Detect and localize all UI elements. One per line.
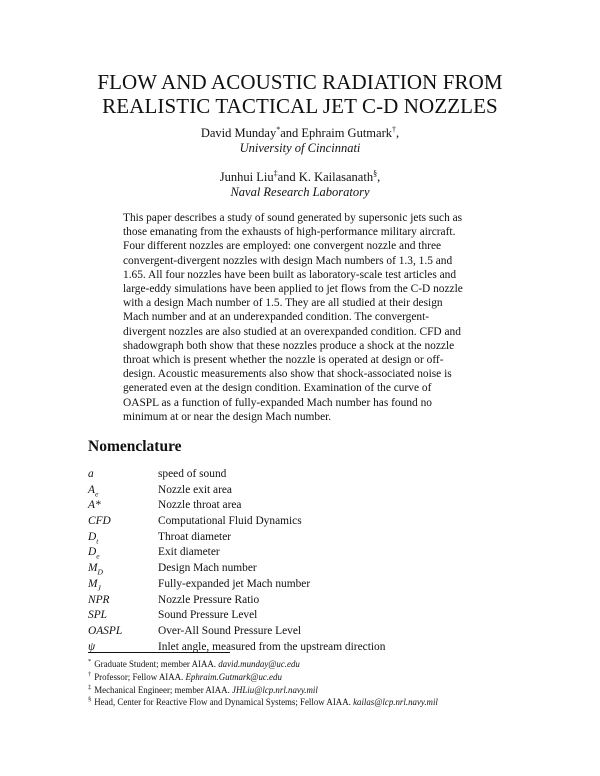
footnote-mark: ‡ xyxy=(88,683,92,691)
abstract-line: shadowgraph both show that these nozzles produce a shock at the nozzle xyxy=(123,339,455,352)
nomenclature-row xyxy=(88,499,508,515)
author-names: Junhui Liu‡and K. Kailasanath§, xyxy=(219,168,381,184)
nomenclature-list xyxy=(88,468,508,656)
symbol-subscript: J xyxy=(97,583,101,593)
abstract-line: design. Acoustic measurements also show that shock-associated noise is xyxy=(123,368,452,381)
nomenclature-definition: Sound Pressure Level xyxy=(158,609,258,622)
footnote xyxy=(88,658,528,671)
nomenclature-definition: Fully-expanded jet Mach number xyxy=(158,577,311,590)
author-conjunction: and xyxy=(277,170,296,184)
footnote xyxy=(88,696,528,709)
nomenclature-symbol xyxy=(88,562,103,577)
nomenclature-row xyxy=(88,515,508,531)
author-affiliation: Naval Research Laboratory xyxy=(230,185,370,199)
paper-title xyxy=(0,70,600,118)
nomenclature-symbol xyxy=(88,484,98,496)
nomenclature-symbol xyxy=(88,625,122,637)
abstract-line: Mach number and at an underexpanded condition. The convergent- xyxy=(123,311,430,324)
abstract-line: 1.65. All four nozzles have been built as laboratory-scale test articles and xyxy=(123,268,457,281)
symbol-subscript: e xyxy=(96,551,100,561)
symbol-base: M xyxy=(88,577,98,590)
symbol-base: OASPL xyxy=(88,624,123,637)
footnotes xyxy=(88,658,528,709)
footnote-email: Ephraim.Gutmark@uc.edu xyxy=(185,671,282,682)
nomenclature-definition: Nozzle throat area xyxy=(158,499,242,512)
author-name: Junhui Liu xyxy=(219,170,274,184)
symbol-base: D xyxy=(88,530,97,543)
nomenclature-row xyxy=(88,546,508,562)
symbol-base: M xyxy=(88,562,98,575)
symbol-base: CFD xyxy=(88,515,111,528)
title-line: FLOW AND ACOUSTIC RADIATION FROM xyxy=(97,70,503,94)
abstract xyxy=(123,211,483,424)
footnote-email: david.munday@uc.edu xyxy=(218,659,300,669)
nomenclature-heading: Nomenclature xyxy=(88,438,182,455)
symbol-base: ψ xyxy=(88,640,96,653)
nomenclature-symbol xyxy=(88,546,100,561)
footnote-mark: † xyxy=(88,670,92,678)
footnote xyxy=(88,671,528,684)
symbol-base: D xyxy=(88,546,97,559)
nomenclature-definition: Computational Fluid Dynamics xyxy=(158,515,302,528)
nomenclature-definition: Over-All Sound Pressure Level xyxy=(158,624,302,637)
symbol-base: A xyxy=(88,483,95,496)
abstract-line: minimum at or near the design Mach number. xyxy=(123,410,332,423)
nomenclature-definition: Nozzle Pressure Ratio xyxy=(158,593,260,606)
nomenclature-row xyxy=(88,468,508,484)
nomenclature-row xyxy=(88,641,508,657)
nomenclature-row xyxy=(88,609,508,625)
nomenclature-definition: speed of sound xyxy=(158,468,227,480)
author-name: David Munday xyxy=(200,126,277,140)
nomenclature-symbol xyxy=(88,499,101,511)
author-block-cincinnati xyxy=(0,126,600,156)
title-line: REALISTIC TACTICAL JET C-D NOZZLES xyxy=(102,94,498,118)
nomenclature-row xyxy=(88,484,508,500)
footnote-text: Mechanical Engineer; member AIAA. xyxy=(94,684,233,695)
nomenclature-row xyxy=(88,562,508,578)
abstract-line: throat which is present whether the nozzle is operated at design or off- xyxy=(123,354,444,367)
footnote-mark: * xyxy=(88,658,92,666)
abstract-line: This paper describes a study of sound generated by supersonic jets such as xyxy=(123,212,463,224)
abstract-line: Four different nozzles are employed: one convergent nozzle and three xyxy=(123,240,442,253)
nomenclature-symbol xyxy=(88,577,101,593)
abstract-line: large-eddy simulations have been applied to jet flows from the C-D nozzle xyxy=(123,283,463,296)
author-block-nrl xyxy=(0,170,600,200)
symbol-base: A* xyxy=(88,499,101,512)
author-affiliation: University of Cincinnati xyxy=(239,141,361,155)
nomenclature-symbol xyxy=(88,641,95,653)
nomenclature-definition: Inlet angle, measured from the upstream direction xyxy=(158,640,386,653)
nomenclature-row xyxy=(88,594,508,610)
author-names: David Munday*and Ephraim Gutmark†, xyxy=(200,124,400,140)
author-conjunction: and xyxy=(280,126,299,140)
nomenclature-symbol xyxy=(88,594,110,606)
footnote-email: kailas@lcp.nrl.navy.mil xyxy=(353,697,438,708)
nomenclature-symbol xyxy=(88,530,99,546)
author-name: Ephraim Gutmark xyxy=(301,126,392,140)
abstract-line: convergent-divergent nozzles with design Mach numbers of 1.3, 1.5 and xyxy=(123,254,453,267)
nomenclature-row xyxy=(88,578,508,594)
nomenclature-definition: Exit diameter xyxy=(158,546,220,559)
symbol-base: NPR xyxy=(88,593,110,606)
abstract-line: divergent nozzles are also studied at an overexpanded condition. CFD and xyxy=(123,325,461,338)
footnote-email: JHLiu@lcp.nrl.navy.mil xyxy=(232,684,318,695)
nomenclature-symbol xyxy=(88,609,107,621)
symbol-base: a xyxy=(88,468,94,480)
footnote xyxy=(88,684,528,697)
nomenclature-symbol xyxy=(88,468,94,480)
footnote-mark: * xyxy=(276,124,281,134)
abstract-line: generated even at the design condition. Examination of the curve of xyxy=(123,382,432,395)
nomenclature-row xyxy=(88,531,508,547)
footnote-divider xyxy=(88,652,230,653)
nomenclature-definition: Throat diameter xyxy=(158,530,232,543)
symbol-subscript: D xyxy=(97,567,103,577)
symbol-subscript: t xyxy=(96,536,99,546)
abstract-line: with a design Mach number of 1.5. They are all studied at their design xyxy=(123,297,443,310)
footnote-text: Professor; Fellow AIAA. xyxy=(94,671,186,682)
nomenclature-symbol xyxy=(88,515,111,527)
nomenclature-row xyxy=(88,625,508,641)
abstract-line: OASPL as a function of fully-expanded Mach number has found no xyxy=(123,396,432,409)
footnote-mark: § xyxy=(88,696,92,704)
footnote-text: Head, Center for Reactive Flow and Dynamical Systems; Fellow AIAA. xyxy=(94,697,354,708)
symbol-subscript: e xyxy=(94,488,99,498)
abstract-line: those emanating from the exhausts of high-performance military aircraft. xyxy=(123,226,456,239)
symbol-base: SPL xyxy=(88,609,107,622)
author-name: K. Kailasanath xyxy=(298,170,374,184)
footnote-mark: § xyxy=(373,168,378,178)
footnote-mark: ‡ xyxy=(273,168,278,178)
nomenclature-definition: Design Mach number xyxy=(158,562,257,575)
nomenclature-definition: Nozzle exit area xyxy=(158,483,232,496)
footnote-text: Graduate Student; member AIAA. xyxy=(94,659,219,669)
footnote-mark: † xyxy=(392,124,396,134)
